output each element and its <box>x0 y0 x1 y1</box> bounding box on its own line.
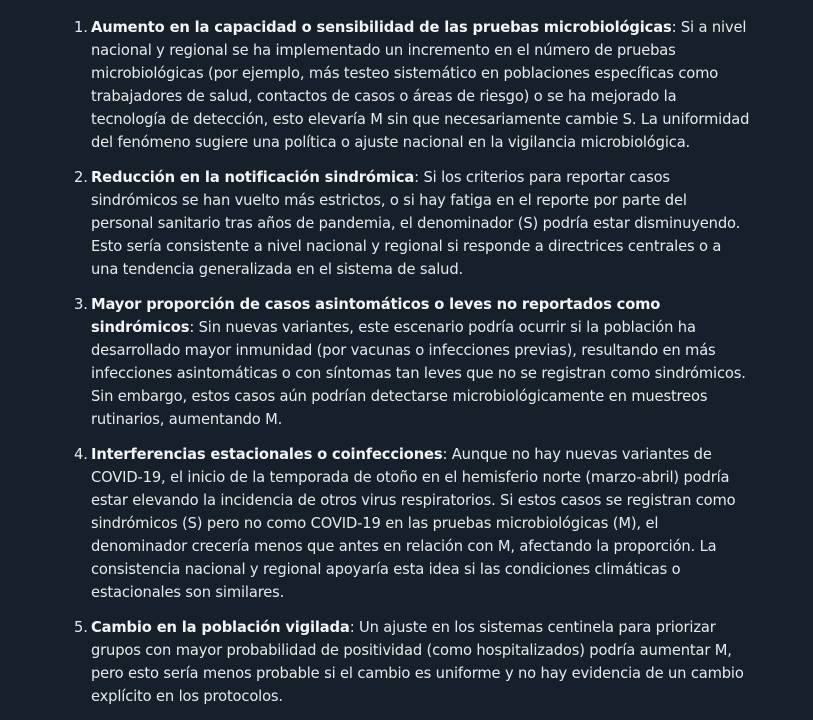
item-text: : Si a nivel nacional y regional se ha implementado un incremento en el número de pruebas microbiológicas (por ejemplo, más testeo sistemático en poblaciones específicas como trabajadores de salud, contactos de casos o áreas de riesgo) o se ha mejorado la tecnología de detección, esto elevaría M sin que necesariamente cambie S. La uniformidad del fenómeno sugiere una política o ajuste nacional en la vigilancia microbiológica. <box>91 19 750 151</box>
item-text: : Un ajuste en los sistemas centinela para priorizar grupos con mayor probabilidad de positividad (como hospitalizados) podría aumentar M, pero esto sería menos probable si el cambio es uniforme y no hay evidencia de un cambio explícito en los protocolos. <box>91 619 744 705</box>
numbered-list <box>74 16 751 720</box>
item-text: : Si los criterios para reportar casos sindrómicos se han vuelto más estrictos, o si hay fatiga en el reporte por parte del personal sanitario tras años de pandemia, el denominador (S) podría estar disminuyendo. Esto sería consistente a nivel nacional y regional si responde a directrices centrales o a una tendencia generalizada en el sistema de salud. <box>91 169 741 278</box>
list-item <box>74 166 751 281</box>
list-item <box>74 616 751 708</box>
list-item <box>74 293 751 431</box>
item-number: 2. <box>74 169 88 186</box>
item-title: Mayor proporción de casos asintomáticos o leves no reportados como sindrómicos <box>91 296 661 336</box>
item-text: : Sin nuevas variantes, este escenario podría ocurrir si la población ha desarrollado mayor inmunidad (por vacunas o infecciones previas), resultando en más infecciones asintomáticas o con síntomas tan leves que no se registran como sindrómicos. Sin embargo, estos casos aún podrían detectarse microbiológicamente en muestreos rutinarios, aumentando M. <box>91 319 746 428</box>
item-title: Reducción en la notificación sindrómica <box>91 169 415 186</box>
item-number: 5. <box>74 619 88 636</box>
item-number: 1. <box>74 19 88 36</box>
item-number: 4. <box>74 446 88 463</box>
item-number: 3. <box>74 296 88 313</box>
item-title: Cambio en la población vigilada <box>91 619 350 636</box>
item-text: : Aunque no hay nuevas variantes de COVID-19, el inicio de la temporada de otoño en el hemisferio norte (marzo-abril) podría estar elevando la incidencia de otros virus respiratorios. Si estos casos se registran como sindrómicos (S) pero no como COVID-19 en las pruebas microbiológicas (M), el denominador crecería menos que antes en relación con M, afectando la proporción. La consistencia nacional y regional apoyaría esta idea si las condiciones climáticas o estacionales son similares. <box>91 446 736 601</box>
list-item <box>74 443 751 604</box>
item-title: Aumento en la capacidad o sensibilidad de las pruebas microbiológicas <box>91 19 672 36</box>
item-title: Interferencias estacionales o coinfecciones <box>91 446 443 463</box>
list-item <box>74 16 751 154</box>
